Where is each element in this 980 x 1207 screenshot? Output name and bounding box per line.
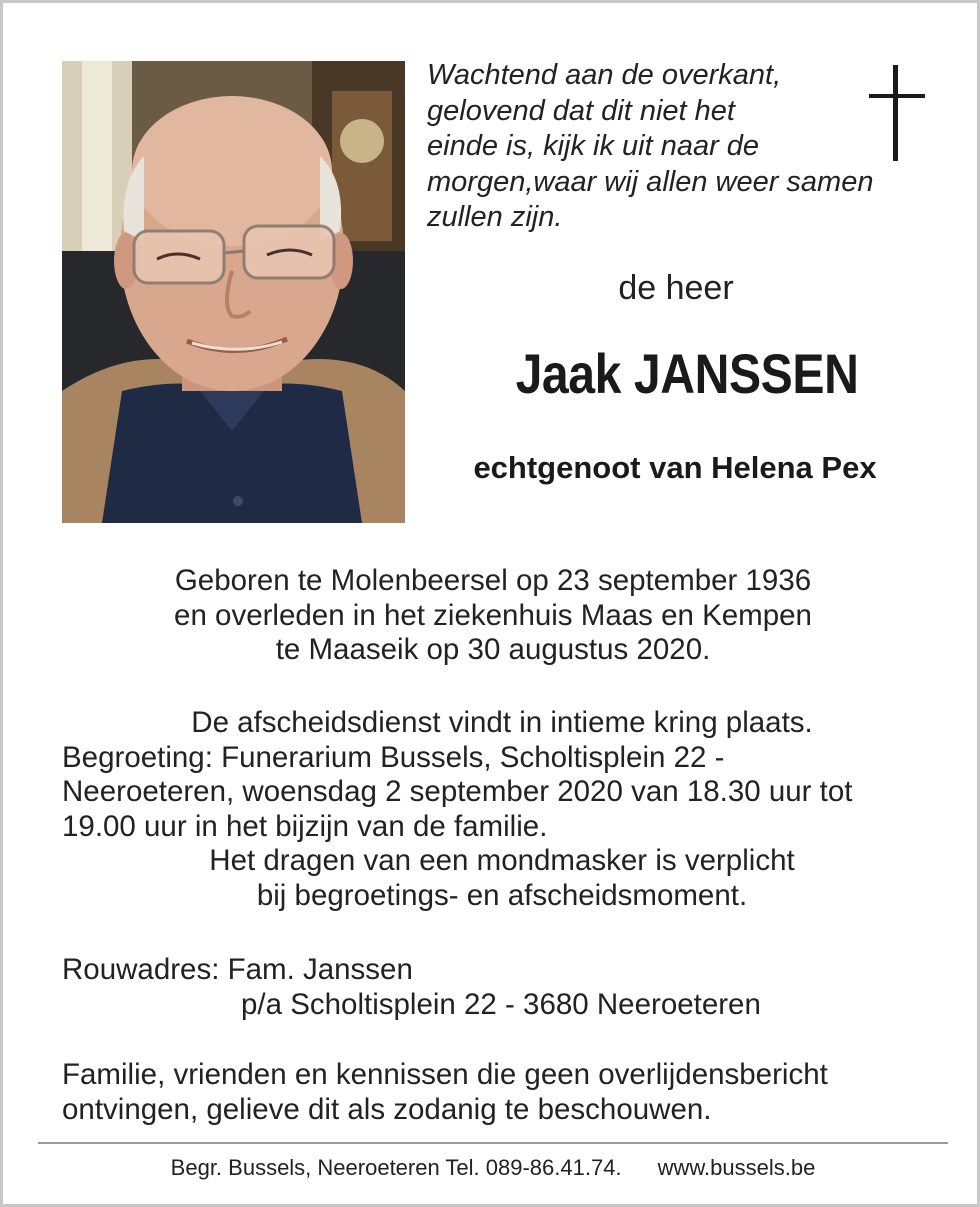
birth-death-line: Geboren te Molenbeersel op 23 september 1936	[174, 564, 812, 597]
service-line: Neeroeteren, woensdag 2 september 2020 van 18.30 uur tot	[62, 775, 853, 808]
mourning-address	[62, 953, 942, 1022]
birth-death-line: en overleden in het ziekenhuis Maas en Kempen	[174, 598, 812, 632]
service-info	[62, 706, 942, 913]
poem-line: Wachtend aan de overkant,	[427, 59, 782, 91]
footer-divider	[38, 1142, 948, 1144]
family-note-line: Familie, vrienden en kennissen die geen overlijdensbericht	[62, 1058, 828, 1091]
poem-line: einde is, kijk ik uit naar de	[427, 130, 760, 162]
service-line: Begroeting: Funerarium Bussels, Scholtisplein 22 -	[62, 740, 725, 774]
birth-death-info	[43, 564, 943, 668]
poem-line: morgen,waar wij allen weer samen	[427, 165, 874, 198]
footer-website-link[interactable]: www.bussels.be	[657, 1155, 816, 1180]
poem-line: gelovend dat dit niet het	[427, 94, 735, 127]
portrait-photo	[62, 61, 405, 523]
service-line: Het dragen van een mondmasker is verplicht	[209, 844, 795, 877]
deceased-name: Jaak JANSSEN	[515, 342, 859, 405]
service-line: De afscheidsdienst vindt in intieme kring plaats.	[191, 706, 813, 739]
family-note-line: ontvingen, gelieve dit als zodanig te beschouwen.	[62, 1092, 712, 1126]
birth-death-line: te Maaseik op 30 augustus 2020.	[275, 633, 711, 666]
service-line: 19.00 uur in het bijzijn van de familie.	[62, 809, 548, 843]
service-line: bij begroetings- en afscheidsmoment.	[256, 878, 748, 912]
poem-line: zullen zijn.	[427, 201, 563, 233]
footer-company: Begr. Bussels, Neeroeteren Tel. 089-86.41.74.	[170, 1155, 622, 1180]
cross-icon	[869, 65, 925, 163]
spouse-line: echtgenoot van Helena Pex	[473, 450, 877, 485]
footer	[38, 1155, 948, 1181]
address-line: Rouwadres: Fam. Janssen	[62, 953, 413, 986]
poem	[427, 58, 927, 236]
family-note	[62, 1058, 942, 1127]
address-line: p/a Scholtisplein 22 - 3680 Neeroeteren	[241, 987, 761, 1021]
salutation: de heer	[618, 269, 734, 307]
